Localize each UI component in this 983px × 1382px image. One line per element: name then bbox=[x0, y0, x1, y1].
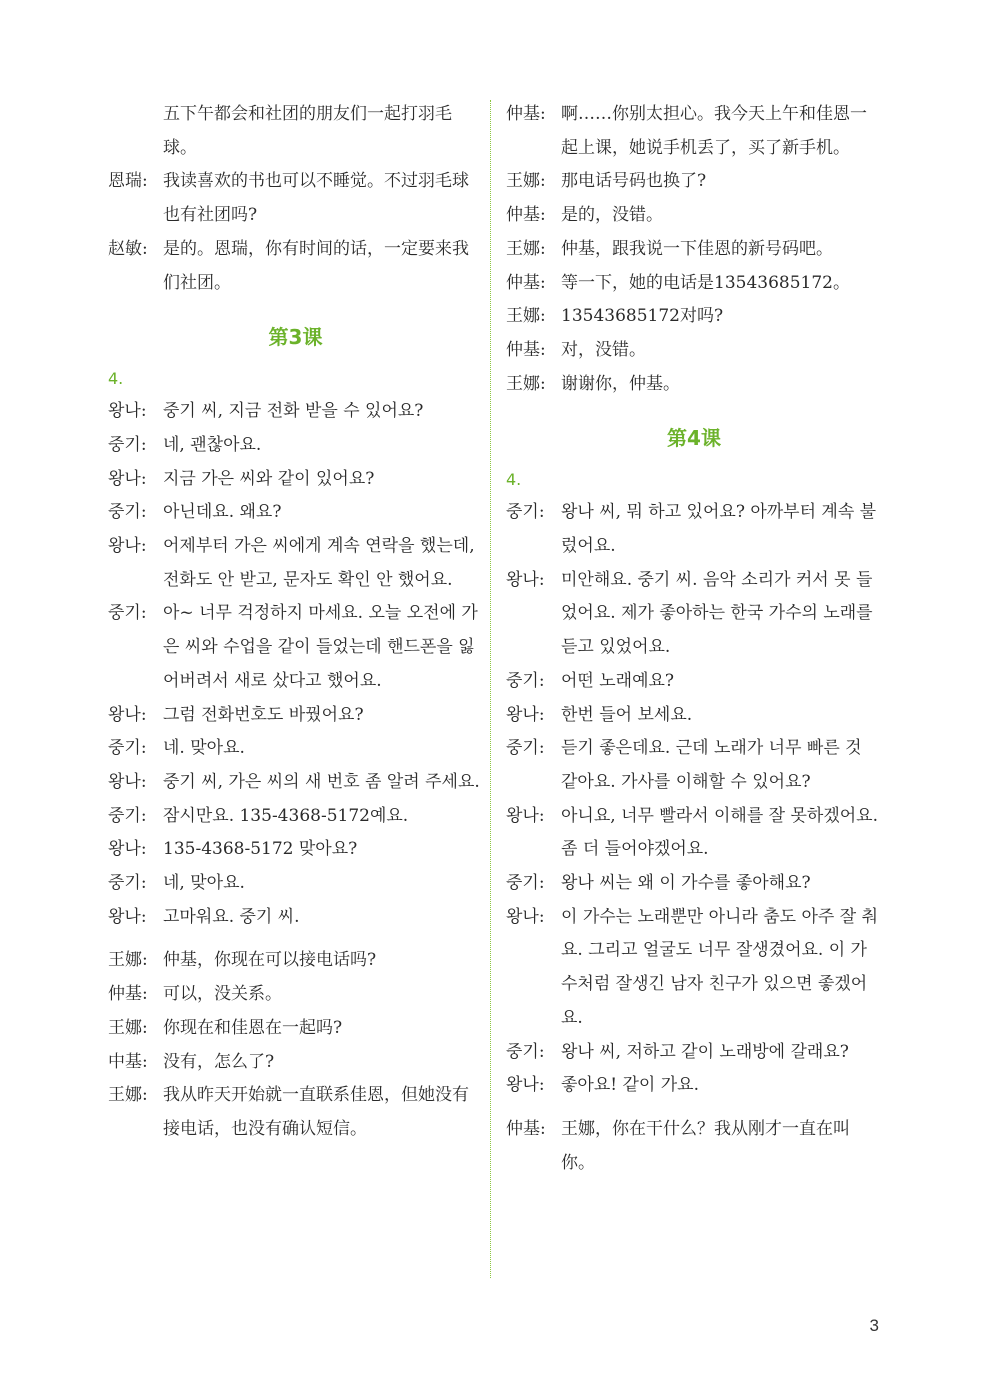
utterance: 아~ 너무 걱정하지 마세요. 오늘 오전에 가은 씨와 수업을 같이 들었는데 핸드폰을 잃어버려서 새로 샀다고 했어요. bbox=[163, 603, 478, 691]
utterance: 仲基，跟我说一下佳恩的新号码吧。 bbox=[561, 238, 833, 259]
column-divider bbox=[490, 100, 491, 1278]
dialogue-line bbox=[108, 496, 483, 530]
utterance: 啊……你别太担心。我今天上午和佳恩一起上课，她说手机丢了，买了新手机。 bbox=[561, 104, 867, 158]
dialogue-line bbox=[108, 978, 483, 1012]
utterance: 어제부터 가은 씨에게 계속 연락을 했는데, 전화도 안 받고, 문자도 확인 안 했어요. bbox=[163, 536, 475, 590]
speaker: 왕나: bbox=[108, 839, 147, 860]
speaker: 恩瑞: bbox=[108, 171, 148, 192]
left-column bbox=[108, 98, 483, 1147]
dialogue-line bbox=[506, 699, 882, 733]
speaker: 중기: bbox=[108, 805, 147, 826]
dialogue-line bbox=[506, 1036, 882, 1070]
speaker: 王娜: bbox=[506, 306, 546, 327]
dialogue-line bbox=[506, 867, 882, 901]
lesson-4-heading: 第4课 bbox=[667, 426, 721, 451]
utterance: 135-4368-5172 맞아요? bbox=[163, 839, 358, 860]
utterance: 좋아요! 같이 가요. bbox=[561, 1075, 699, 1096]
utterance: 你现在和佳恩在一起吗? bbox=[163, 1017, 343, 1038]
dialogue-line bbox=[506, 800, 882, 867]
speaker: 왕나: bbox=[506, 1075, 545, 1096]
exercise-number: 4. bbox=[506, 470, 522, 490]
dialogue-line bbox=[506, 1069, 882, 1103]
dialogue-line bbox=[506, 496, 882, 563]
utterance: 왕나 씨, 저하고 같이 노래방에 갈래요? bbox=[561, 1041, 849, 1062]
speaker: 왕나: bbox=[108, 401, 147, 422]
speaker: 중기: bbox=[506, 502, 545, 523]
utterance: 잠시만요. 135-4368-5172예요. bbox=[163, 805, 409, 826]
spacer bbox=[108, 934, 483, 944]
speaker: 王娜: bbox=[108, 1085, 148, 1106]
dialogue-line bbox=[108, 233, 483, 300]
speaker: 중기: bbox=[108, 873, 147, 894]
utterance: 对，没错。 bbox=[561, 339, 646, 360]
utterance: 미안해요. 중기 씨. 음악 소리가 커서 못 들었어요. 제가 좋아하는 한국 가수의 노래를 듣고 있었어요. bbox=[561, 569, 873, 658]
dialogue-line bbox=[506, 233, 882, 267]
utterance: 왕나 씨는 왜 이 가수를 좋아해요? bbox=[561, 873, 811, 894]
utterance: 是的。恩瑞，你有时间的话，一定要来我们社团。 bbox=[163, 238, 469, 293]
dialogue-line bbox=[506, 901, 882, 1036]
speaker: 왕나: bbox=[108, 468, 147, 489]
speaker: 왕나: bbox=[506, 805, 545, 826]
speaker: 仲基: bbox=[506, 205, 546, 226]
utterance: 仲基，你现在可以接电话吗? bbox=[163, 950, 377, 971]
utterance: 네, 맞아요. bbox=[163, 873, 245, 894]
speaker: 赵敏: bbox=[108, 238, 148, 259]
dialogue-line bbox=[108, 597, 483, 698]
dialogue-line bbox=[108, 944, 483, 978]
speaker: 王娜: bbox=[108, 1017, 148, 1038]
utterance: 那电话号码也换了? bbox=[561, 171, 707, 192]
speaker: 왕나: bbox=[506, 906, 545, 927]
utterance: 是的，没错。 bbox=[561, 205, 663, 226]
dialogue-line bbox=[108, 833, 483, 867]
utterance: 我读喜欢的书也可以不睡觉。不过羽毛球也有社团吗? bbox=[163, 171, 469, 226]
dialogue-line bbox=[506, 98, 882, 165]
dialogue-line bbox=[108, 98, 483, 165]
utterance: 네, 괜찮아요. bbox=[163, 434, 262, 455]
utterance: 듣기 좋은데요. 근데 노래가 너무 빠른 것 같아요. 가사를 이해할 수 있어요? bbox=[561, 738, 862, 792]
speaker: 仲基: bbox=[506, 1118, 546, 1139]
dialogue-line bbox=[506, 732, 882, 799]
dialogue-line bbox=[108, 530, 483, 597]
dialogue-line bbox=[506, 334, 882, 368]
utterance: 이 가수는 노래뿐만 아니라 춤도 아주 잘 춰요. 그리고 얼굴도 너무 잘생겼어요. 이 가수처럼 잘생긴 남자 친구가 있으면 좋겠어요. bbox=[561, 906, 879, 1028]
exercise-number: 4. bbox=[108, 369, 124, 389]
speaker: 중기: bbox=[506, 670, 545, 691]
dialogue-line bbox=[108, 800, 483, 834]
speaker: 중기: bbox=[108, 738, 147, 759]
lesson-3-heading: 第3课 bbox=[268, 325, 323, 350]
dialogue-line bbox=[108, 901, 483, 935]
utterance: 可以，没关系。 bbox=[163, 984, 282, 1005]
dialogue-line bbox=[108, 463, 483, 497]
speaker: 중기: bbox=[506, 738, 545, 759]
utterance: 13543685172对吗? bbox=[561, 306, 724, 327]
dialogue-line bbox=[108, 1012, 483, 1046]
utterance: 没有，怎么了? bbox=[163, 1051, 275, 1072]
utterance: 等一下，她的电话是13543685172。 bbox=[561, 272, 850, 293]
speaker: 중기: bbox=[506, 1041, 545, 1062]
dialogue-line bbox=[108, 867, 483, 901]
right-column bbox=[506, 98, 882, 1180]
dialogue-line bbox=[108, 165, 483, 232]
speaker: 중기: bbox=[506, 873, 545, 894]
utterance: 아닌데요. 왜요? bbox=[163, 502, 282, 523]
speaker: 왕나: bbox=[108, 906, 147, 927]
speaker: 왕나: bbox=[506, 569, 545, 590]
speaker: 왕나: bbox=[108, 704, 147, 725]
utterance: 지금 가은 씨와 같이 있어요? bbox=[163, 468, 375, 489]
dialogue-line bbox=[506, 165, 882, 199]
speaker: 仲基: bbox=[108, 984, 148, 1005]
dialogue-line bbox=[506, 300, 882, 334]
utterance: 중기 씨, 가은 씨의 새 번호 좀 알려 주세요. bbox=[163, 771, 480, 792]
page-number: 3 bbox=[869, 1316, 879, 1335]
speaker: 중기: bbox=[108, 502, 147, 523]
dialogue-line bbox=[108, 395, 483, 429]
utterance: 五下午都会和社团的朋友们一起打羽毛球。 bbox=[163, 104, 452, 158]
speaker: 中基: bbox=[108, 1051, 148, 1072]
speaker: 중기: bbox=[108, 603, 147, 624]
dialogue-line bbox=[506, 368, 882, 402]
speaker: 왕나: bbox=[506, 704, 545, 725]
utterance: 어떤 노래예요? bbox=[561, 670, 675, 691]
utterance: 왕나 씨, 뭐 하고 있어요? 아까부터 계속 불렀어요. bbox=[561, 502, 877, 557]
utterance: 고마워요. 중기 씨. bbox=[163, 906, 300, 927]
utterance: 王娜，你在干什么？我从刚才一直在叫你。 bbox=[561, 1118, 850, 1173]
dialogue-line bbox=[108, 1079, 483, 1146]
speaker: 王娜: bbox=[506, 171, 546, 192]
speaker: 王娜: bbox=[506, 373, 546, 394]
utterance: 중기 씨, 지금 전화 받을 수 있어요? bbox=[163, 401, 424, 422]
speaker: 왕나: bbox=[108, 536, 147, 557]
speaker: 王娜: bbox=[108, 950, 148, 971]
utterance: 네. 맞아요. bbox=[163, 738, 245, 759]
dialogue-line bbox=[108, 429, 483, 463]
utterance: 아니요, 너무 빨라서 이해를 잘 못하겠어요. 좀 더 들어야겠어요. bbox=[561, 805, 879, 860]
speaker: 仲基: bbox=[506, 339, 546, 360]
spacer bbox=[506, 1103, 882, 1113]
speaker: 仲基: bbox=[506, 104, 546, 124]
dialogue-line bbox=[506, 199, 882, 233]
dialogue-line bbox=[506, 1113, 882, 1180]
speaker: 仲基: bbox=[506, 272, 546, 293]
dialogue-line bbox=[506, 665, 882, 699]
dialogue-line bbox=[108, 1046, 483, 1080]
speaker: 중기: bbox=[108, 434, 147, 455]
utterance: 谢谢你，仲基。 bbox=[561, 373, 680, 394]
utterance: 我从昨天开始就一直联系佳恩，但她没有接电话，也没有确认短信。 bbox=[163, 1085, 469, 1139]
dialogue-line bbox=[108, 732, 483, 766]
utterance: 그럼 전화번호도 바꿨어요? bbox=[163, 704, 364, 725]
speaker: 왕나: bbox=[108, 771, 147, 792]
dialogue-line bbox=[108, 699, 483, 733]
utterance: 한번 들어 보세요. bbox=[561, 704, 693, 725]
dialogue-line bbox=[108, 766, 483, 800]
dialogue-line bbox=[506, 564, 882, 665]
speaker: 王娜: bbox=[506, 238, 546, 259]
dialogue-line bbox=[506, 267, 882, 301]
